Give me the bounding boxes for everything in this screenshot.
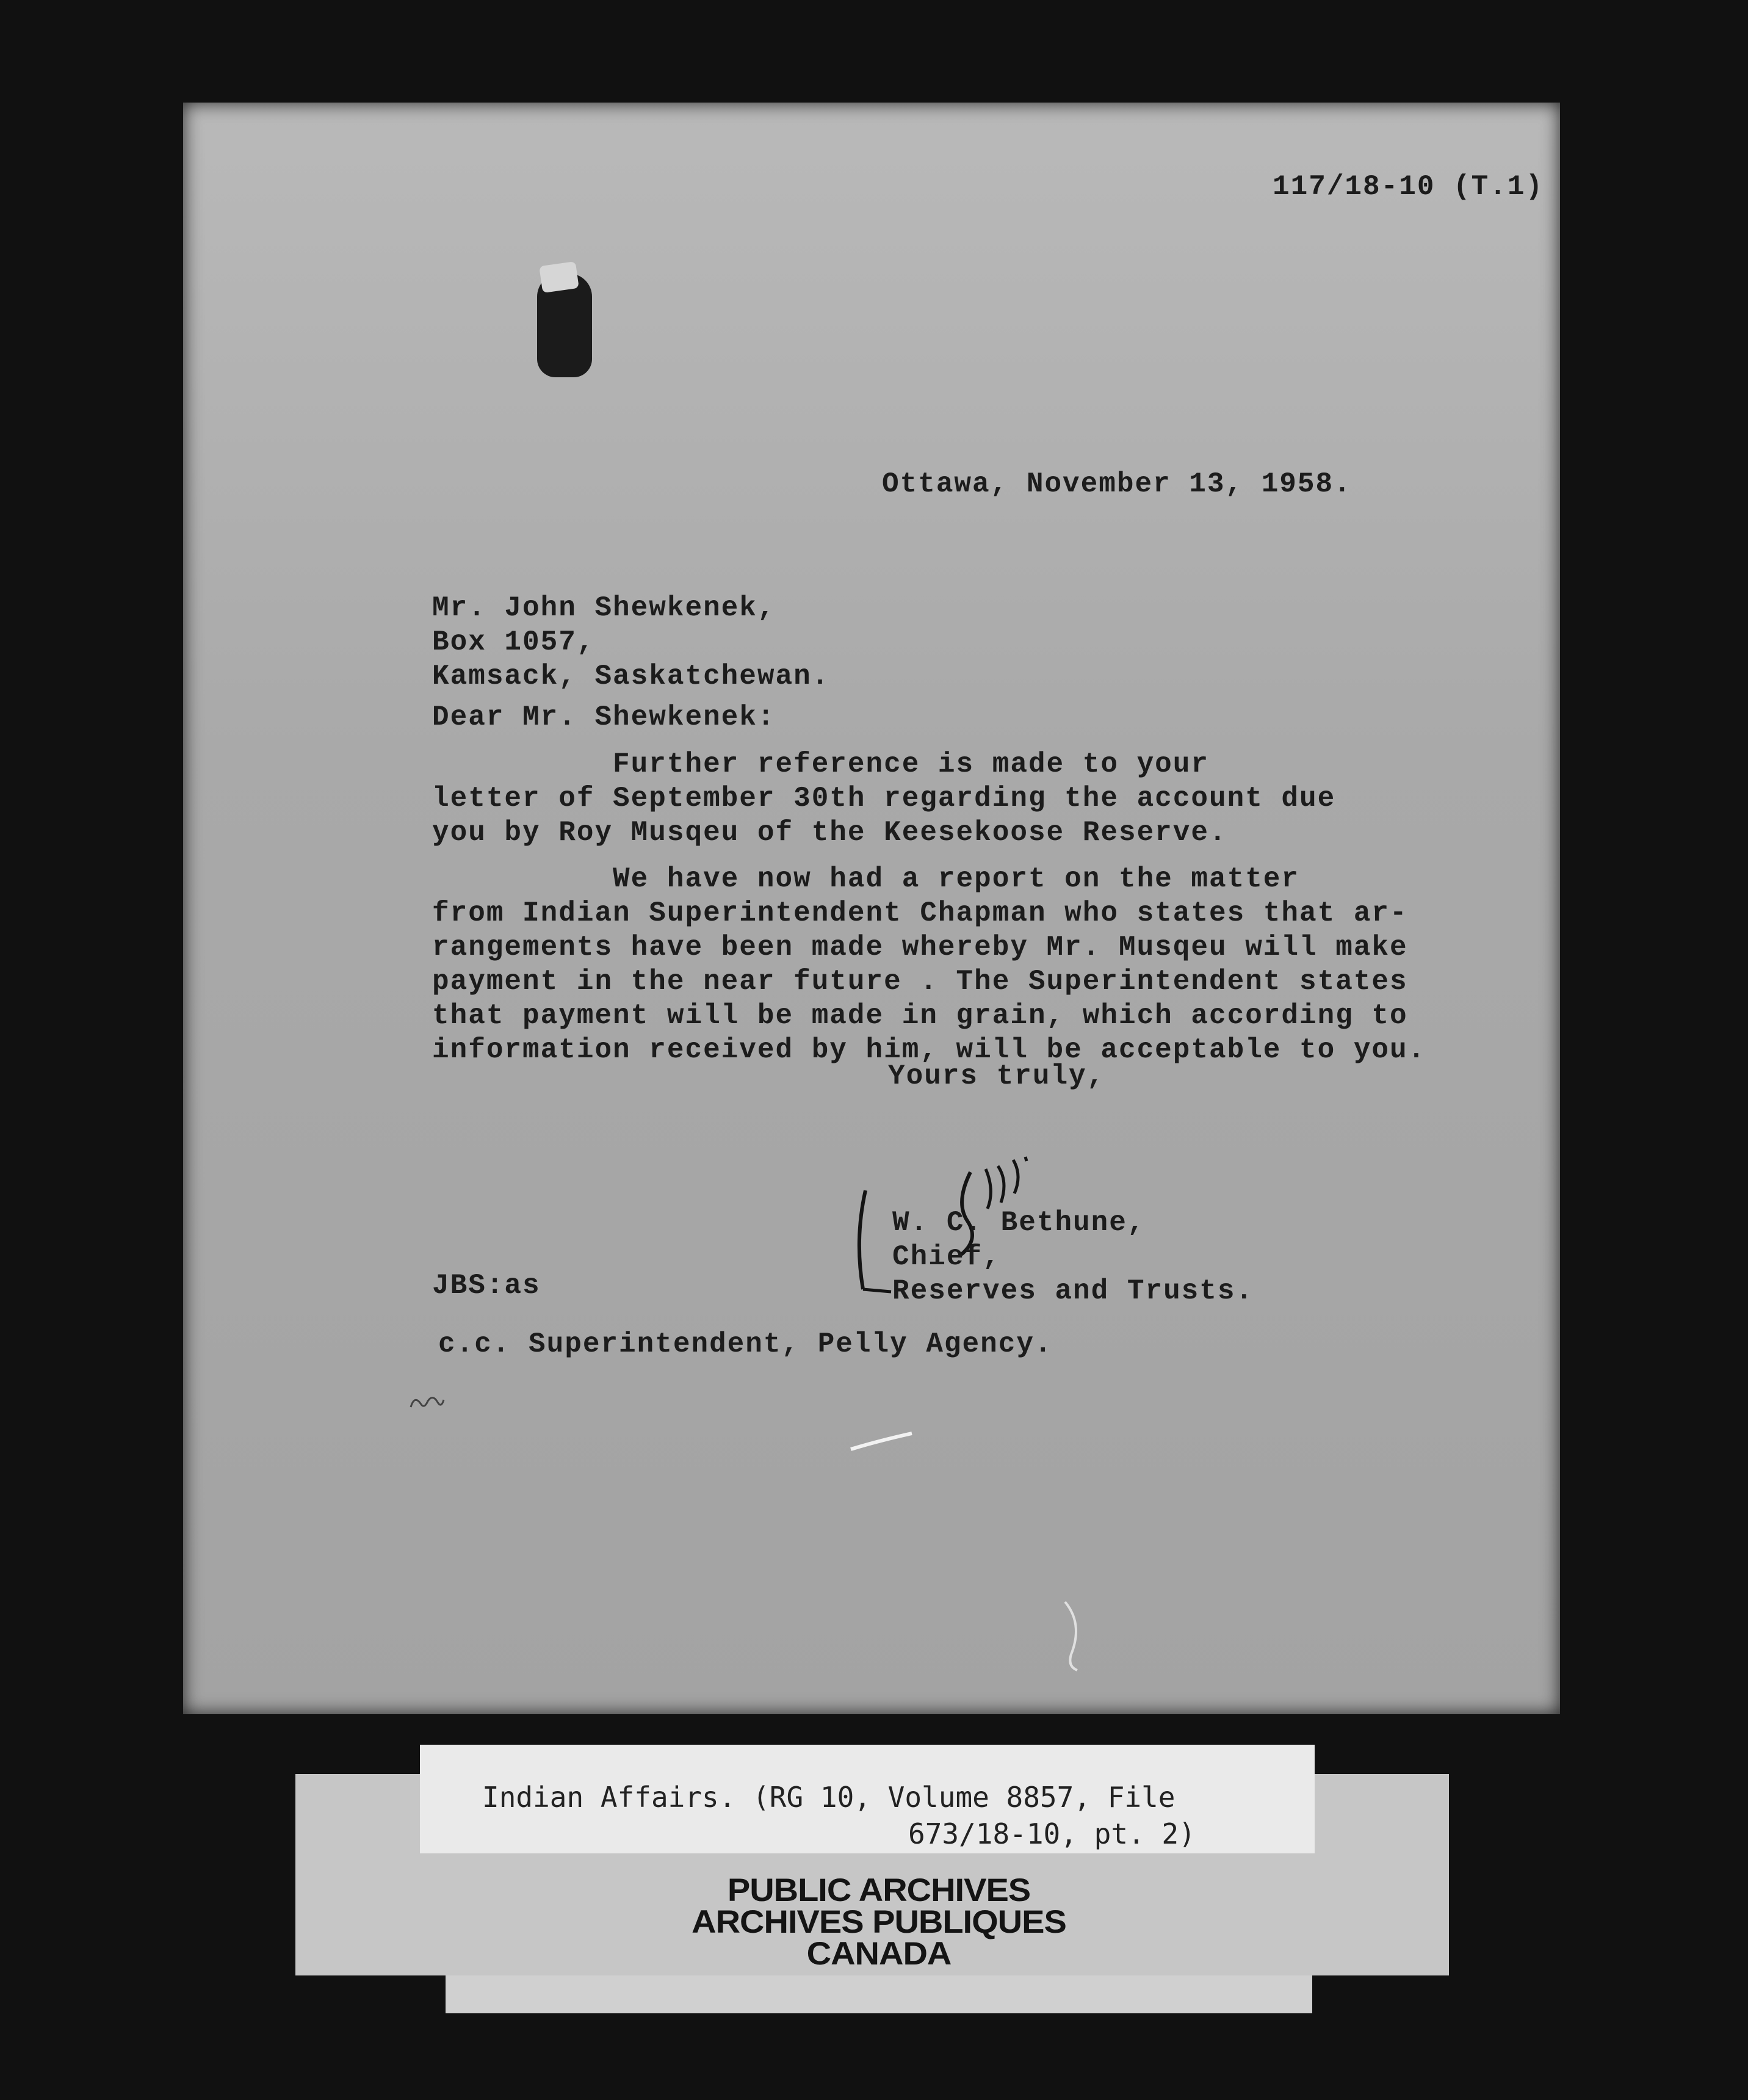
- date-line: Ottawa, November 13, 1958.: [882, 468, 1352, 500]
- archive-card-strip: [446, 1975, 1312, 2013]
- signature-block: [892, 1206, 1254, 1308]
- archive-citation-line: Indian Affairs. (RG 10, Volume 8857, File: [482, 1781, 1176, 1814]
- signer-title: Chief,: [892, 1241, 1001, 1273]
- archive-stamp-line: PUBLIC ARCHIVES: [727, 1871, 1031, 1908]
- pencil-mark: [406, 1389, 449, 1413]
- paragraph-line: from Indian Superintendent Chapman who states that ar-: [432, 897, 1408, 929]
- scratch-mark: [1053, 1599, 1089, 1673]
- file-reference: 117/18-10 (T.1): [1273, 171, 1544, 203]
- paragraph-line: you by Roy Musqeu of the Keesekoose Reserve.: [432, 817, 1227, 849]
- paragraph-line: Further reference is made to your: [432, 748, 1209, 780]
- paragraph-line: rangements have been made whereby Mr. Musqeu will make: [432, 932, 1408, 963]
- archive-citation-line: 673/18-10, pt. 2): [908, 1817, 1196, 1850]
- paragraph-line: We have now had a report on the matter: [432, 863, 1300, 895]
- signer-department: Reserves and Trusts.: [892, 1275, 1254, 1307]
- closing: Yours truly,: [888, 1060, 1105, 1092]
- paragraph-line: that payment will be made in grain, which according to: [432, 1000, 1408, 1032]
- carbon-copy-line: c.c. Superintendent, Pelly Agency.: [438, 1328, 1053, 1360]
- archive-stamp-line: CANADA: [806, 1935, 952, 1972]
- tape-mark: [537, 273, 592, 377]
- paragraph-line: letter of September 30th regarding the account due: [432, 783, 1336, 814]
- paragraph-2: [432, 862, 1426, 1067]
- recipient-address: [432, 591, 829, 693]
- typist-initials: JBS:as: [432, 1270, 541, 1302]
- paragraph-line: information received by him, will be acceptable to you.: [432, 1034, 1426, 1066]
- signer-name: W. C. Bethune,: [892, 1207, 1146, 1239]
- paragraph-line: payment in the near future . The Superintendent states: [432, 966, 1408, 998]
- salutation: Dear Mr. Shewkenek:: [432, 701, 776, 733]
- scratch-mark: [848, 1428, 916, 1453]
- recipient-line: Box 1057,: [432, 626, 595, 658]
- paragraph-1: [432, 747, 1335, 850]
- archive-stamp-line: ARCHIVES PUBLIQUES: [692, 1903, 1066, 1940]
- recipient-line: Kamsack, Saskatchewan.: [432, 661, 830, 692]
- recipient-line: Mr. John Shewkenek,: [432, 592, 776, 624]
